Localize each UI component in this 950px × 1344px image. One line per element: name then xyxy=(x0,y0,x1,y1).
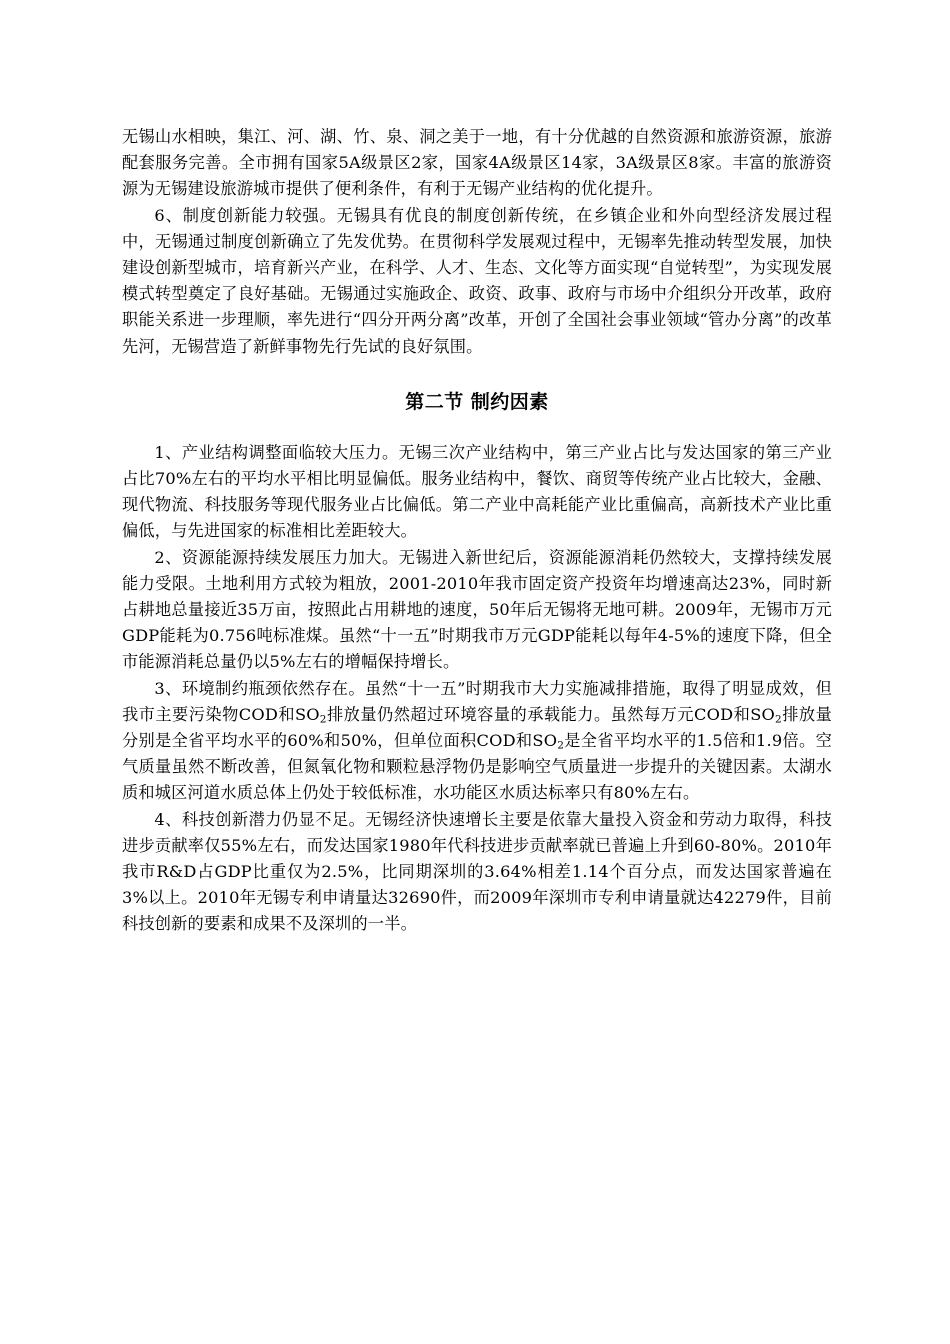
document-page xyxy=(122,124,832,938)
subscript-2: 2 xyxy=(775,713,782,726)
section-title: 第二节 制约因素 xyxy=(405,390,549,413)
paragraph-industrial-structure: 1、产业结构调整面临较大压力。无锡三次产业结构中，第三产业占比与发达国家的第三产业占比70%左右的平均水平相比明显偏低。服务业结构中，餐饮、商贸等传统产业占比较大，金融、现代物流、科技服务等现代服务业占比偏低。第二产业中高耗能产业比重偏高，高新技术产业比重偏低，与先进国家的标准相比差距较大。 xyxy=(122,442,832,541)
continuation-paragraph: 无锡山水相映，集江、河、湖、竹、泉、洞之美于一地，有十分优越的自然资源和旅游资源，旅游配套服务完善。全市拥有国家5A级景区2家，国家4A级景区14家，3A级景区8家。丰富的旅游资源为无锡建设旅游城市提供了便利条件，有利于无锡产业结构的优化提升。 xyxy=(122,127,832,199)
paragraph-resources-energy: 2、资源能源持续发展压力加大。无锡进入新世纪后，资源能源消耗仍然较大，支撑持续发展能力受限。土地利用方式较为粗放，2001-2010年我市固定资产投资年均增速高达23%，同时新占耕地总量接近35万亩，按照此占用耕地的速度，50年后无锡将无地可耕。2009年，无锡市万元GDP能耗为0.756吨标准煤。虽然“十一五”时期我市万元GDP能耗以每年4-5%的速度下降，但全市能源消耗总量仍以5%左右的增幅保持增长。 xyxy=(122,547,832,672)
subscript-2: 2 xyxy=(557,739,565,752)
environment-text-1: 3、环境制约瓶颈依然存在。虽然“十一五”时期我市大力实施减排措施，取得了明显成效，但我市主要污染物COD和SO xyxy=(122,678,832,724)
subscript-2: 2 xyxy=(319,713,327,726)
paragraph-environment xyxy=(122,676,832,807)
paragraph-tech-innovation: 4、科技创新潜力仍显不足。无锡经济快速增长主要是依靠大量投入资金和劳动力取得，科技进步贡献率仅55%左右，而发达国家1980年代科技进步贡献率就已普遍上升到60-80%。2010年我市R&D占GDP比重仅为2.5%，比同期深圳的3.64%相差1.14个百分点，而发达国家普遍在3%以上。2010年无锡专利申请量达32690件，而2009年深圳市专利申请量就达42279件，目前科技创新的要素和成果不及深圳的一半。 xyxy=(122,809,832,934)
environment-text-3: 排放量分别是全省平均水平的60%和50%，但单位面积COD和SO xyxy=(122,704,832,751)
environment-text-2: 排放量仍然超过环境容量的承载能力。虽然每万元COD和SO xyxy=(326,704,776,724)
paragraph-institutional-innovation: 6、制度创新能力较强。无锡具有优良的制度创新传统，在乡镇企业和外向型经济发展过程中，无锡通过制度创新确立了先发优势。在贯彻科学发展观过程中，无锡率先推动转型发展，加快建设创新型城市，培育新兴产业，在科学、人才、生态、文化等方面实现“自觉转型”，为实现发展模式转型奠定了良好基础。无锡通过实施政企、政资、政事、政府与市场中介组织分开改革，政府职能关系进一步理顺，率先进行“四分开两分离”改革，开创了全国社会事业领域“管办分离”的改革先河，无锡营造了新鲜事物先行先试的良好氛围。 xyxy=(122,205,832,356)
environment-text-4: 是全省平均水平的1.5倍和1.9倍。空气质量虽然不断改善，但氮氧化物和颗粒悬浮物仍是影响空气质量进一步提升的关键因素。太湖水质和城区河道水质总体上仍处于较低标准，水功能区水质达标率只有80%左右。 xyxy=(122,731,832,803)
